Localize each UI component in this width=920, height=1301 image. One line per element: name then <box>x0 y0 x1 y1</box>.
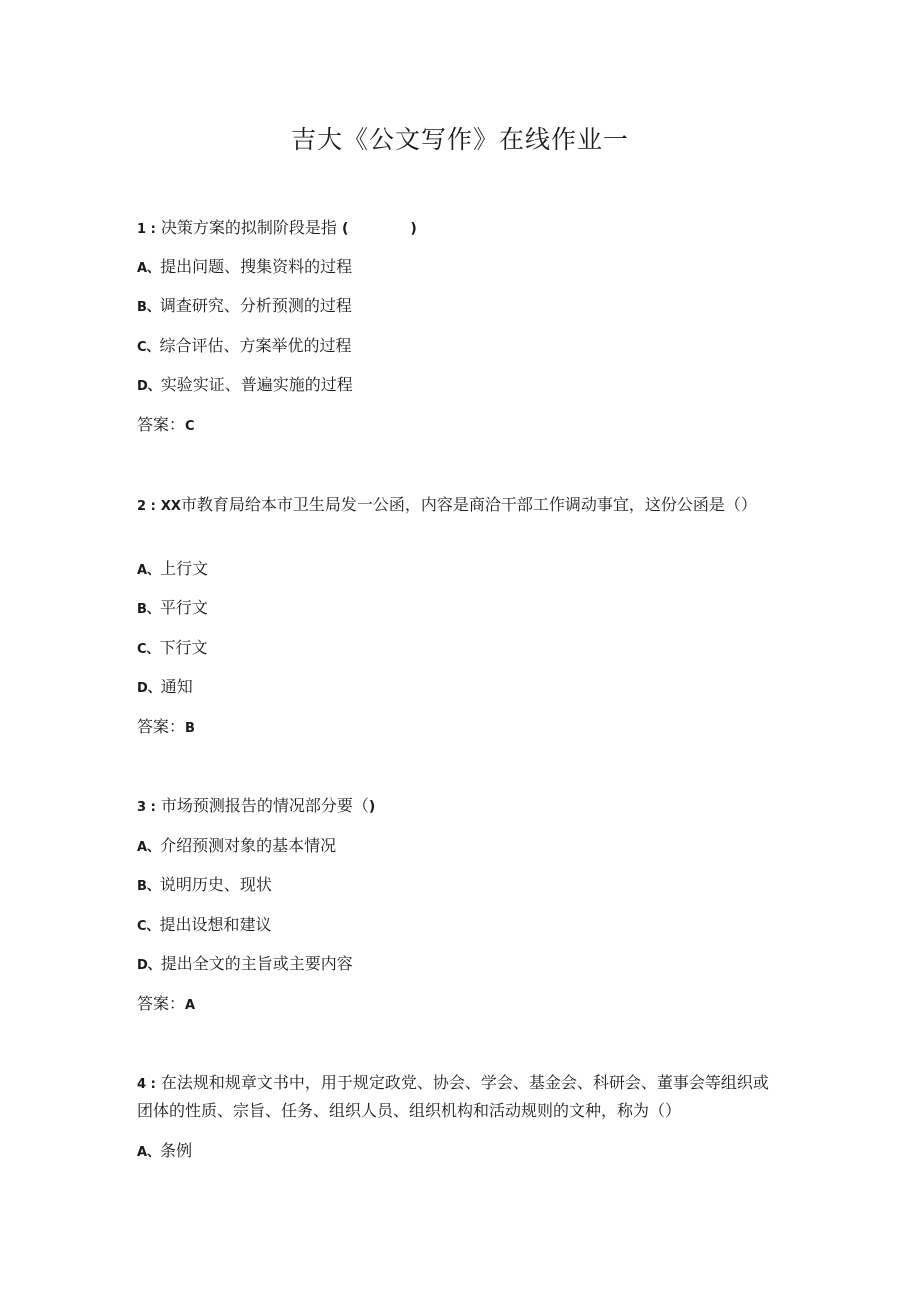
answer-value: A <box>185 998 196 1013</box>
option-text: 条例 <box>160 1141 193 1160</box>
option-a <box>137 1138 777 1166</box>
option-letter: A、 <box>137 563 161 578</box>
answer-label: 答案： <box>137 415 186 434</box>
option-d <box>137 951 777 979</box>
paren-close: ) <box>368 799 376 815</box>
answer-value: B <box>185 721 195 736</box>
question-number: 1 : <box>137 222 156 237</box>
option-a <box>137 254 777 282</box>
option-letter: C、 <box>137 919 160 934</box>
option-letter: B、 <box>137 300 160 315</box>
option-text: 提出问题、搜集资料的过程 <box>160 257 353 276</box>
question-number: 4 : <box>137 1077 156 1092</box>
option-letter: B、 <box>137 879 160 894</box>
option-text: 实验实证、普遍实施的过程 <box>160 375 353 394</box>
option-text: 平行文 <box>159 598 208 617</box>
option-text: 提出全文的主旨或主要内容 <box>160 954 353 973</box>
answer-label: 答案： <box>137 994 186 1013</box>
option-letter: C、 <box>137 642 160 657</box>
question-text: 市教育局给本市卫生局发一公函，内容是商洽干部工作调动事宜，这份公函是（） <box>180 495 757 514</box>
option-b <box>137 293 777 321</box>
question-2 <box>137 492 777 520</box>
question-3 <box>137 793 777 821</box>
answer-value: C <box>185 419 195 434</box>
option-letter: A、 <box>137 840 161 855</box>
option-d <box>137 674 777 702</box>
option-letter: D、 <box>137 681 161 696</box>
option-letter: B、 <box>137 602 160 617</box>
question-text: 市场预测报告的情况部分要（ <box>160 796 369 815</box>
question-4 <box>137 1070 777 1124</box>
option-letter: D、 <box>137 379 161 394</box>
question-prefix: XX <box>160 499 181 514</box>
answer-label: 答案： <box>137 717 186 736</box>
option-c <box>137 333 777 361</box>
question-text: 在法规和规章文书中，用于规定政党、协会、学会、基金会、科研会、董事会等组织或团体的性质、宗旨、任务、组织人员、组织机构和活动规则的文种，称为（） <box>137 1073 769 1120</box>
option-text: 调查研究、分析预测的过程 <box>159 296 352 315</box>
question-number: 3 : <box>137 800 156 815</box>
option-c <box>137 912 777 940</box>
question-text: 决策方案的拟制阶段是指 <box>160 218 337 237</box>
option-a <box>137 556 777 584</box>
option-b <box>137 595 777 623</box>
option-a <box>137 833 777 861</box>
document-title: 吉大《公文写作》在线作业一 <box>290 125 629 154</box>
paren-open: ( <box>341 221 349 237</box>
option-text: 通知 <box>160 677 193 696</box>
answer-line <box>137 714 777 742</box>
answer-line <box>137 412 777 440</box>
option-text: 说明历史、现状 <box>159 875 272 894</box>
option-c <box>137 635 777 663</box>
option-text: 介绍预测对象的基本情况 <box>160 836 337 855</box>
answer-line <box>137 991 777 1019</box>
option-d <box>137 372 777 400</box>
option-letter: A、 <box>137 261 161 276</box>
paren-close: ) <box>410 221 417 237</box>
option-letter: D、 <box>137 958 161 973</box>
option-text: 综合评估、方案举优的过程 <box>159 336 352 355</box>
question-number: 2 : <box>137 499 156 514</box>
option-letter: A、 <box>137 1145 161 1160</box>
option-text: 上行文 <box>160 559 209 578</box>
option-text: 下行文 <box>159 638 208 657</box>
question-1 <box>137 215 777 243</box>
option-letter: C、 <box>137 340 160 355</box>
option-text: 提出设想和建议 <box>159 915 272 934</box>
option-b <box>137 872 777 900</box>
